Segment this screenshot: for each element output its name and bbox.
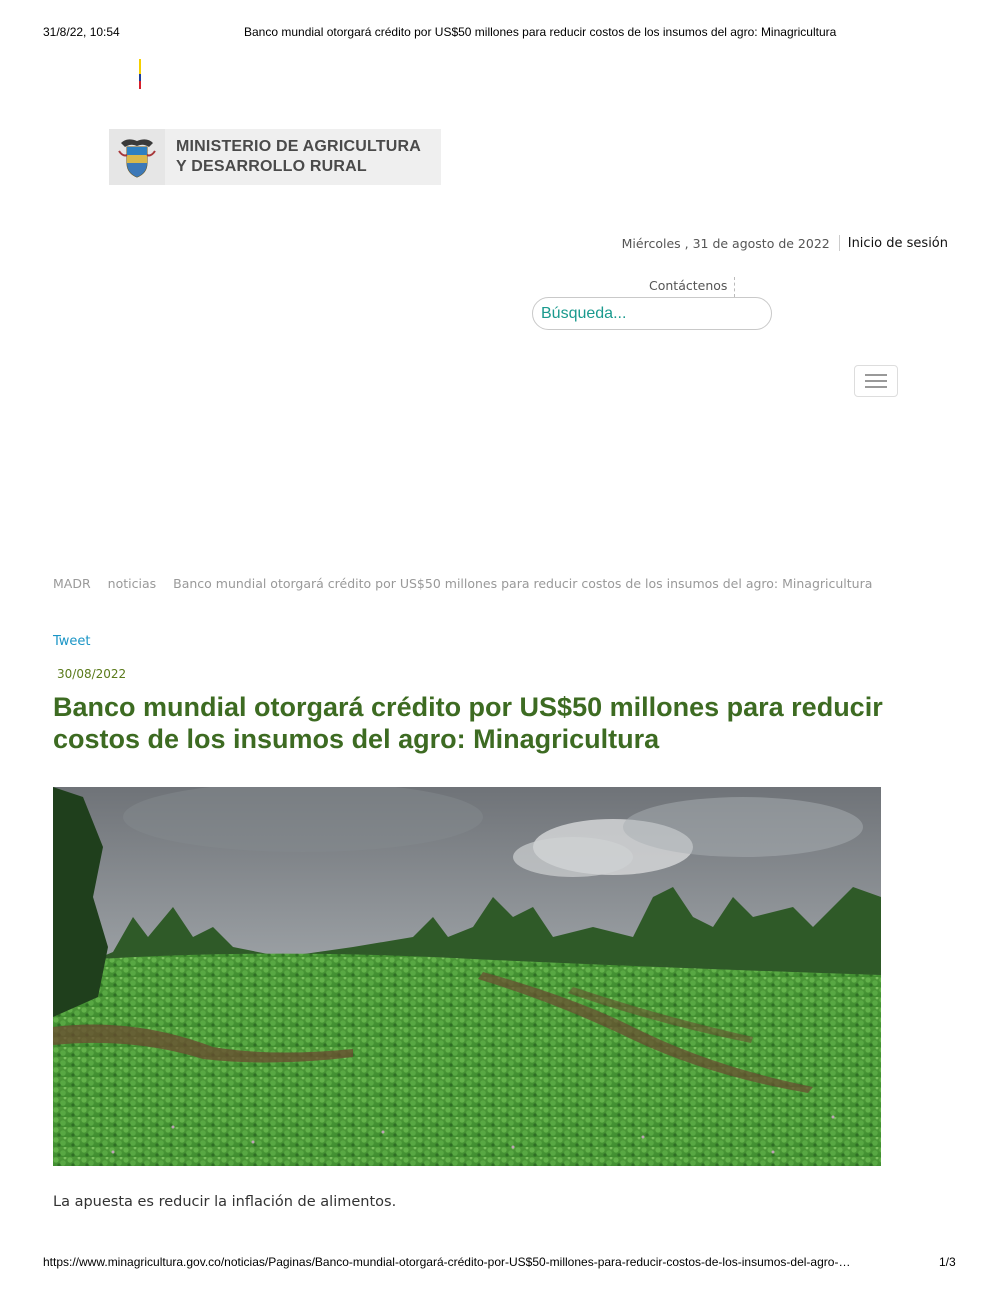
- contact-link[interactable]: Contáctenos: [649, 277, 735, 297]
- top-info-bar: [622, 235, 948, 251]
- search-input[interactable]: [532, 297, 772, 330]
- hamburger-menu-button[interactable]: [854, 365, 898, 397]
- menu-bar-icon: [865, 374, 887, 376]
- print-datetime: 31/8/22, 10:54: [43, 25, 120, 39]
- article-date: 30/08/2022: [57, 667, 127, 681]
- print-page-title: Banco mundial otorgará crédito por US$50 millones para reducir costos de los insumos del agro: Minagricultura: [244, 25, 837, 39]
- divider: [839, 235, 840, 251]
- current-date: Miércoles , 31 de agosto de 2022: [621, 235, 830, 251]
- article-hero-image: [53, 787, 881, 1166]
- menu-bar-icon: [865, 380, 887, 382]
- logo-line-2: Y DESARROLLO RURAL: [176, 158, 367, 175]
- breadcrumb-section[interactable]: noticias: [107, 576, 157, 591]
- ministry-logo[interactable]: [109, 129, 441, 185]
- colombia-flag-stripe: [139, 59, 141, 89]
- login-link[interactable]: Inicio de sesión: [847, 235, 948, 251]
- article-lead: La apuesta es reducir la inflación de alimentos.: [53, 1194, 397, 1210]
- print-url: https://www.minagricultura.gov.co/noticias/Paginas/Banco-mundial-otorgará-crédito-por-US$50-millones-para-reducir-costos-de-los-insumos-del-agro-…: [43, 1255, 851, 1269]
- breadcrumb-current: Banco mundial otorgará crédito por US$50 millones para reducir costos de los insumos del agro: Minagricultura: [173, 576, 873, 591]
- logo-line-1: MINISTERIO DE AGRICULTURA: [176, 138, 421, 155]
- tweet-link[interactable]: Tweet: [53, 634, 91, 649]
- print-page-number: 1/3: [939, 1255, 956, 1269]
- coat-of-arms-icon: [109, 129, 165, 185]
- breadcrumb: [53, 576, 889, 591]
- menu-bar-icon: [865, 386, 887, 388]
- article-headline: Banco mundial otorgará crédito por US$50 millones para reducir costos de los insumos del agro: Minagricultura: [53, 692, 883, 754]
- breadcrumb-home[interactable]: MADR: [53, 576, 91, 591]
